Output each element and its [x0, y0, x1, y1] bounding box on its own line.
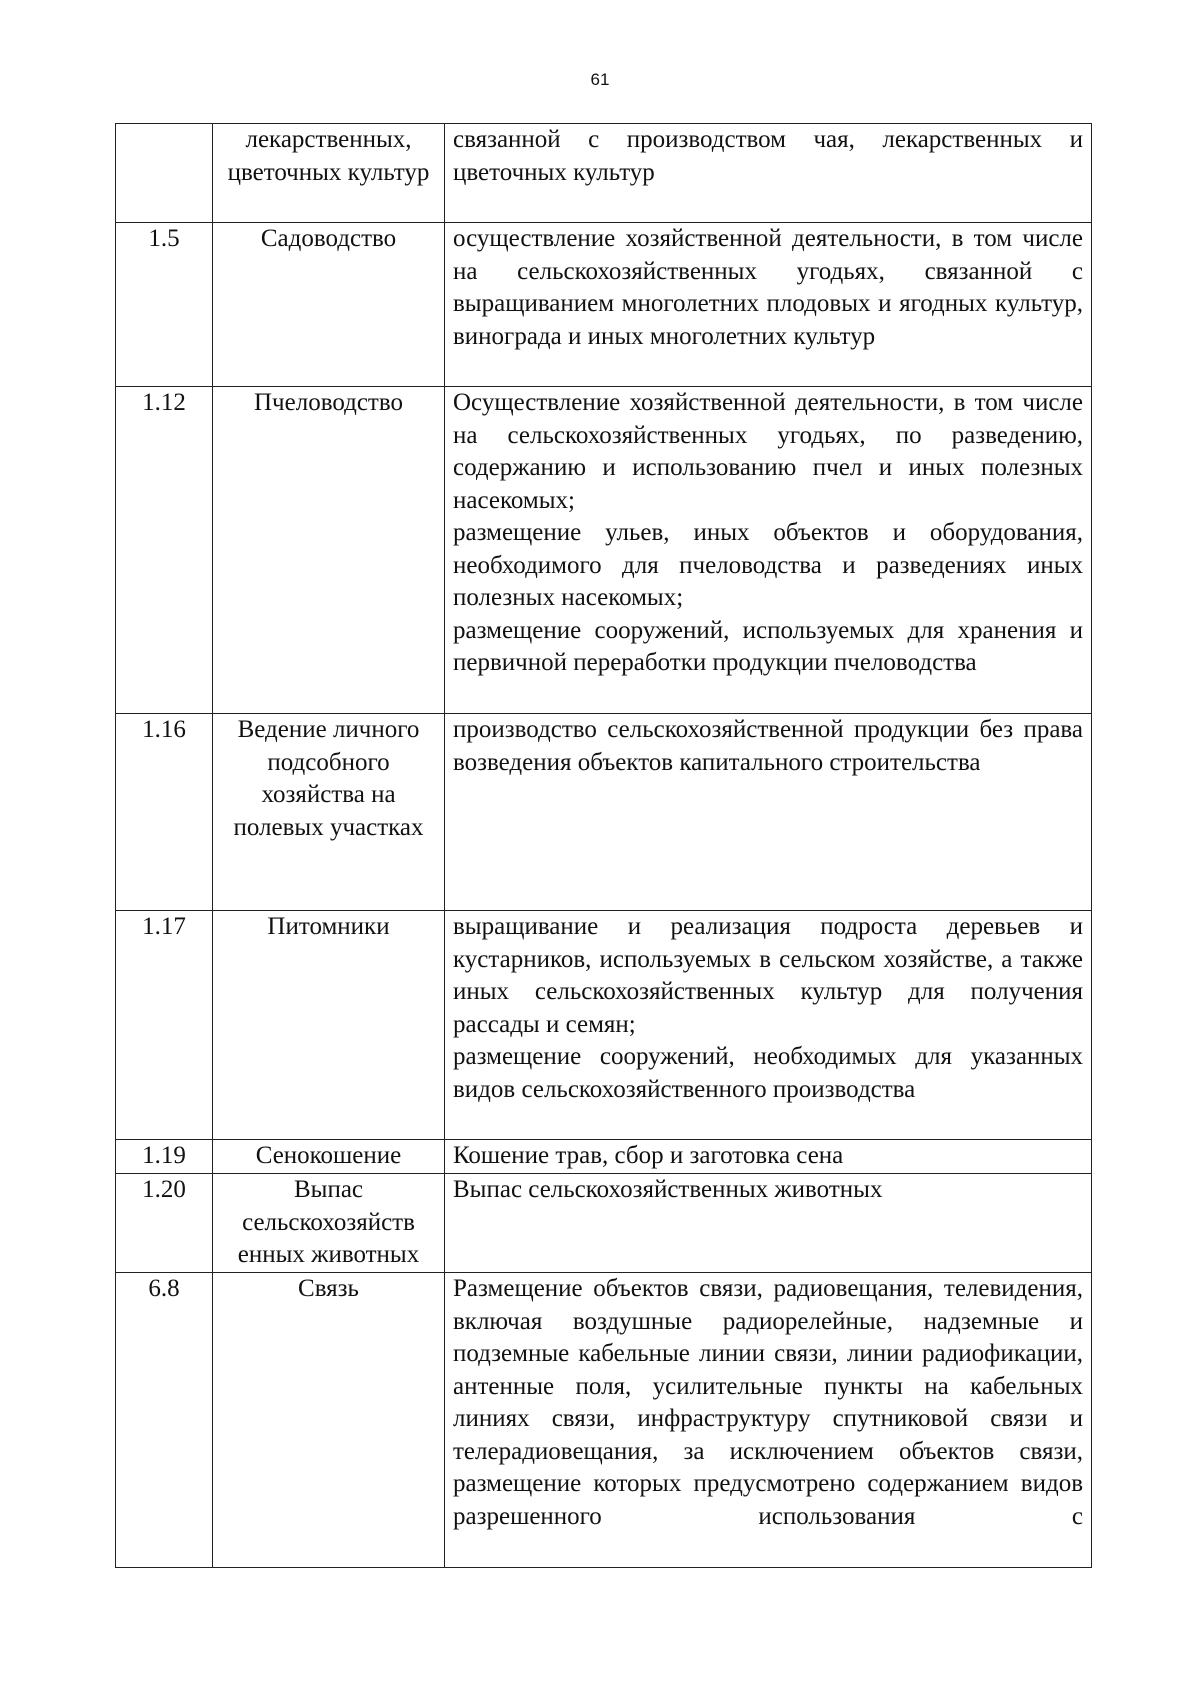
- table-row: [116, 1273, 1092, 1568]
- row-name: Садоводство: [213, 223, 445, 387]
- row-description: [445, 223, 1092, 387]
- row-name: Питомники: [213, 911, 445, 1140]
- row-code: 6.8: [116, 1273, 213, 1568]
- row-description: [445, 124, 1092, 223]
- row-name: Ведение личного подсобного хозяйства на полевых участках: [213, 714, 445, 911]
- row-code: 1.16: [116, 714, 213, 911]
- description-paragraph: выращивание и реализация подроста деревьев и кустарников, используемых в сельском хозяйстве, а также иных сельскохозяйственных культур для получения рассады и семян;: [453, 913, 1083, 1038]
- description-paragraph: производство сельскохозяйственной продукции без права возведения объектов капитального строительства: [453, 716, 1083, 776]
- table-row: [116, 1174, 1092, 1273]
- row-code: 1.5: [116, 223, 213, 387]
- description-paragraph: размещение сооружений, используемых для хранения и первичной переработки продукции пчеловодства: [453, 616, 1083, 676]
- row-name: Выпас сельскохозяйств енных животных: [213, 1174, 445, 1273]
- land-use-table: [115, 123, 1092, 1568]
- row-code: 1.12: [116, 387, 213, 714]
- table-row: [116, 387, 1092, 714]
- row-description: [445, 387, 1092, 714]
- table-row: [116, 124, 1092, 223]
- row-name: лекарственных, цветочных культур: [213, 124, 445, 223]
- row-description: [445, 911, 1092, 1140]
- row-name: Сенокошение: [213, 1140, 445, 1174]
- row-name: Пчеловодство: [213, 387, 445, 714]
- row-name: Связь: [213, 1273, 445, 1568]
- row-code: 1.20: [116, 1174, 213, 1273]
- table-row: [116, 223, 1092, 387]
- row-code: [116, 124, 213, 223]
- row-description: [445, 714, 1092, 911]
- description-paragraph: Осуществление хозяйственной деятельности, в том числе на сельскохозяйственных угодьях, по разведению, содержанию и использованию пчел и иных полезных насекомых;: [453, 389, 1083, 514]
- page-number: 61: [590, 70, 610, 89]
- row-description: [445, 1174, 1092, 1273]
- row-description: [445, 1273, 1092, 1568]
- table-row: [116, 911, 1092, 1140]
- description-paragraph: Кошение трав, сбор и заготовка сена: [453, 1142, 844, 1169]
- description-paragraph: осуществление хозяйственной деятельности, в том числе на сельскохозяйственных угодьях, связанной с выращиванием многолетних плодовых и ягодных культур, винограда и иных многолетних культур: [453, 225, 1083, 350]
- description-paragraph: размещение ульев, иных объектов и оборудования, необходимого для пчеловодства и разведениях иных полезных насекомых;: [453, 519, 1083, 611]
- table-row: [116, 714, 1092, 911]
- description-paragraph: связанной с производством чая, лекарственных и цветочных культур: [453, 126, 1083, 186]
- row-description: [445, 1140, 1092, 1174]
- description-paragraph: размещение сооружений, необходимых для указанных видов сельскохозяйственного производства: [453, 1043, 1083, 1103]
- description-paragraph: Размещение объектов связи, радиовещания, телевидения, включая воздушные радиорелейные, надземные и подземные кабельные линии связи, линии радиофикации, антенные поля, усилительные пункты на кабельных линиях связи, инфраструктуру спутниковой связи и телерадиовещания, за исключением объектов связи, размещение которых предусмотрено содержанием видов разрешенного использования с: [453, 1275, 1083, 1530]
- table-row: [116, 1140, 1092, 1174]
- description-paragraph: Выпас сельскохозяйственных животных: [453, 1176, 883, 1203]
- row-code: 1.17: [116, 911, 213, 1140]
- row-code: 1.19: [116, 1140, 213, 1174]
